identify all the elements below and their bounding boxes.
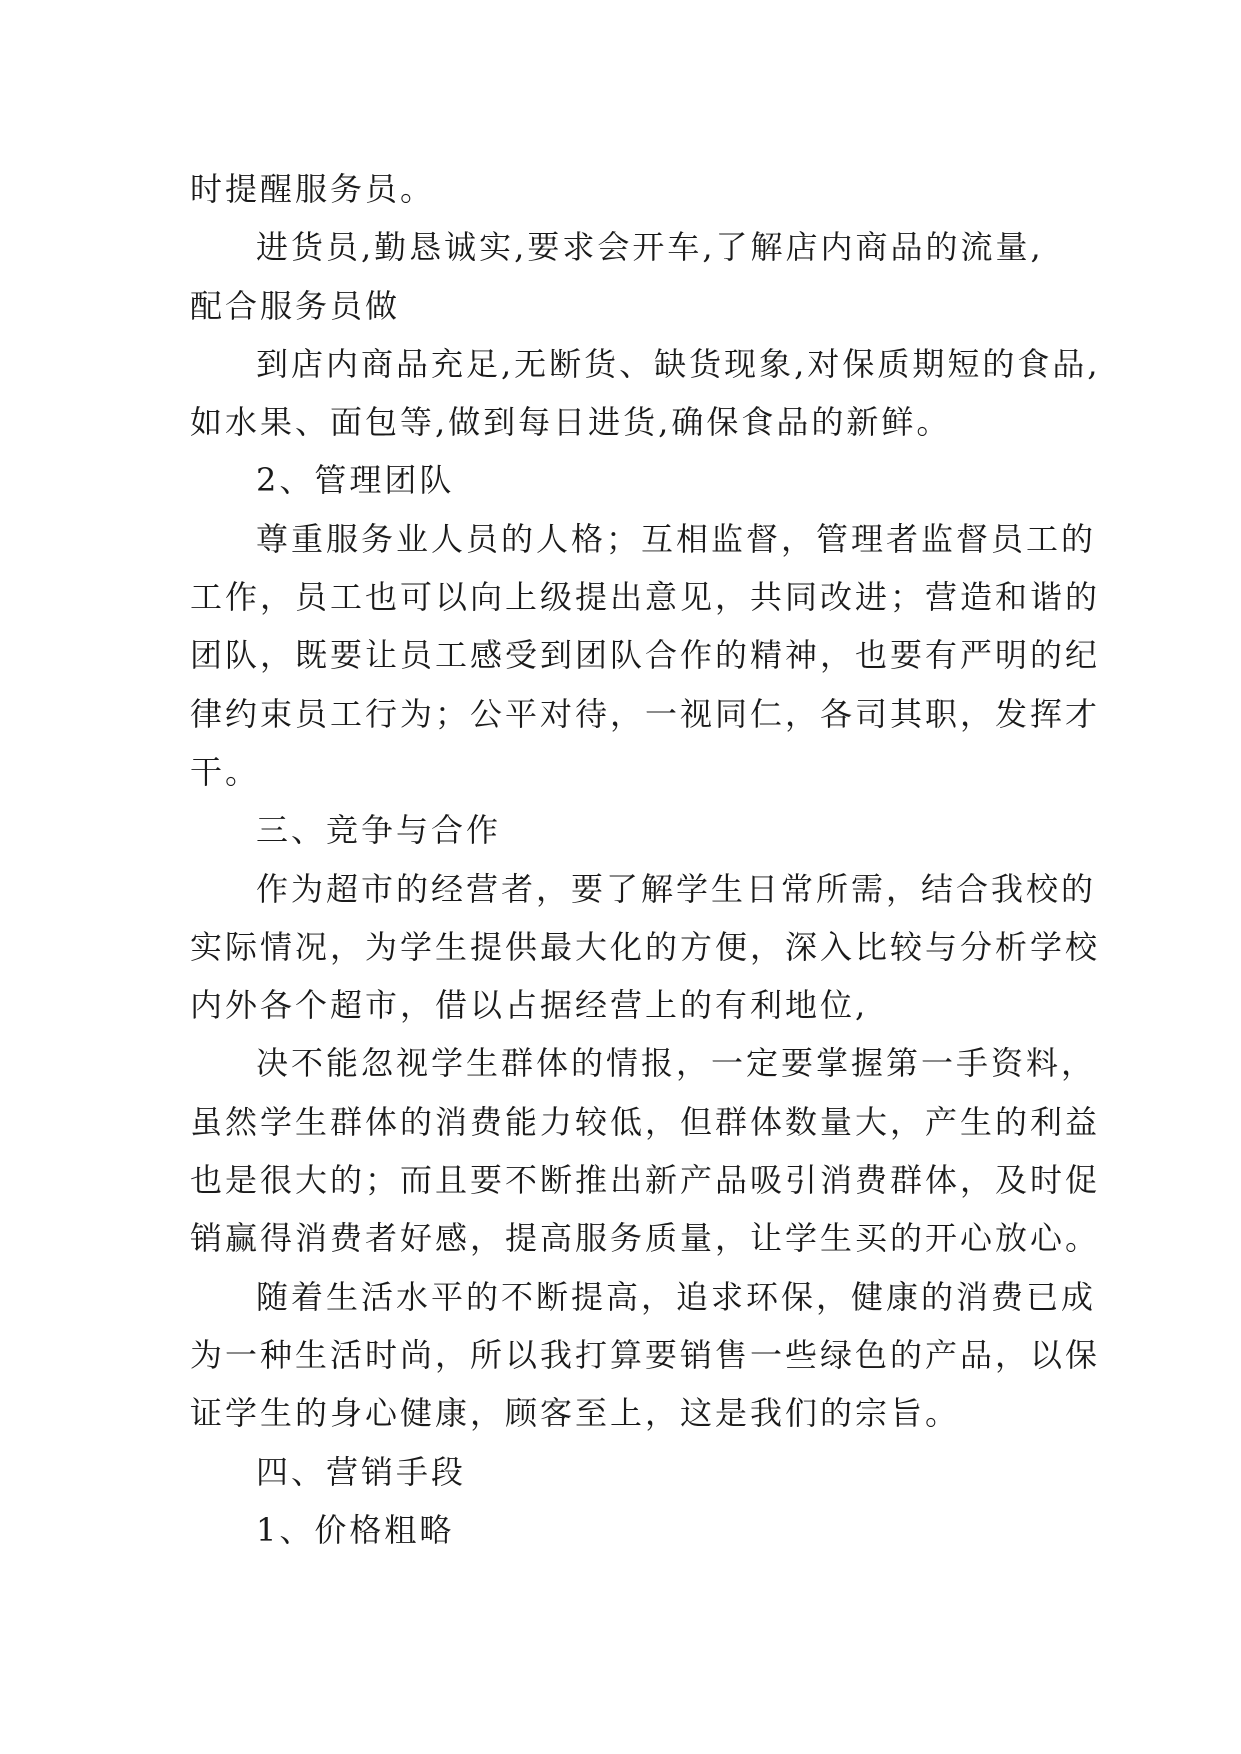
text-line: 随着生活水平的不断提高，追求环保，健康的消费已成 xyxy=(256,1277,1097,1316)
text-line: 也是很大的；而且要不断推出新产品吸引消费群体，及时促 xyxy=(190,1161,1101,1200)
text-line: 虽然学生群体的消费能力较低，但群体数量大，产生的利益 xyxy=(190,1102,1101,1141)
text-line: 销赢得消费者好感，提高服务质量，让学生买的开心放心。 xyxy=(190,1219,1101,1258)
text-line: 到店内商品充足,无断货、缺货现象,对保质期短的食品, xyxy=(256,344,1101,383)
text-line: 律约束员工行为；公平对待，一视同仁，各司其职，发挥才 xyxy=(190,694,1101,733)
text-line: 配合服务员做 xyxy=(190,286,401,325)
text-line: 进货员,勤恳诚实,要求会开车,了解店内商品的流量, xyxy=(256,228,1044,267)
section-heading: 三、竞争与合作 xyxy=(256,811,502,850)
document-body xyxy=(190,160,1101,1559)
text-line: 实际情况，为学生提供最大化的方便，深入比较与分析学校 xyxy=(190,927,1101,966)
text-line: 决不能忽视学生群体的情报，一定要掌握第一手资料， xyxy=(256,1044,1097,1083)
section-heading: 2、管理团队 xyxy=(256,461,455,500)
text-line: 为一种生活时尚，所以我打算要销售一些绿色的产品，以保 xyxy=(190,1335,1101,1374)
text-line: 如水果、面包等,做到每日进货,确保食品的新鲜。 xyxy=(190,403,952,442)
text-line: 作为超市的经营者，要了解学生日常所需，结合我校的 xyxy=(256,869,1097,908)
text-line: 证学生的身心健康，顾客至上，这是我们的宗旨。 xyxy=(190,1394,961,1433)
text-line: 团队，既要让员工感受到团队合作的精神，也要有严明的纪 xyxy=(190,636,1101,675)
text-line: 工作，员工也可以向上级提出意见，共同改进；营造和谐的 xyxy=(190,578,1101,617)
text-line: 时提醒服务员。 xyxy=(190,170,436,208)
section-heading: 1、价格粗略 xyxy=(256,1510,455,1549)
text-line: 内外各个超市，借以占据经营上的有利地位, xyxy=(190,986,869,1025)
text-line: 干。 xyxy=(190,752,261,791)
text-line: 尊重服务业人员的人格；互相监督，管理者监督员工的 xyxy=(256,519,1097,558)
section-heading: 四、营销手段 xyxy=(256,1452,467,1491)
